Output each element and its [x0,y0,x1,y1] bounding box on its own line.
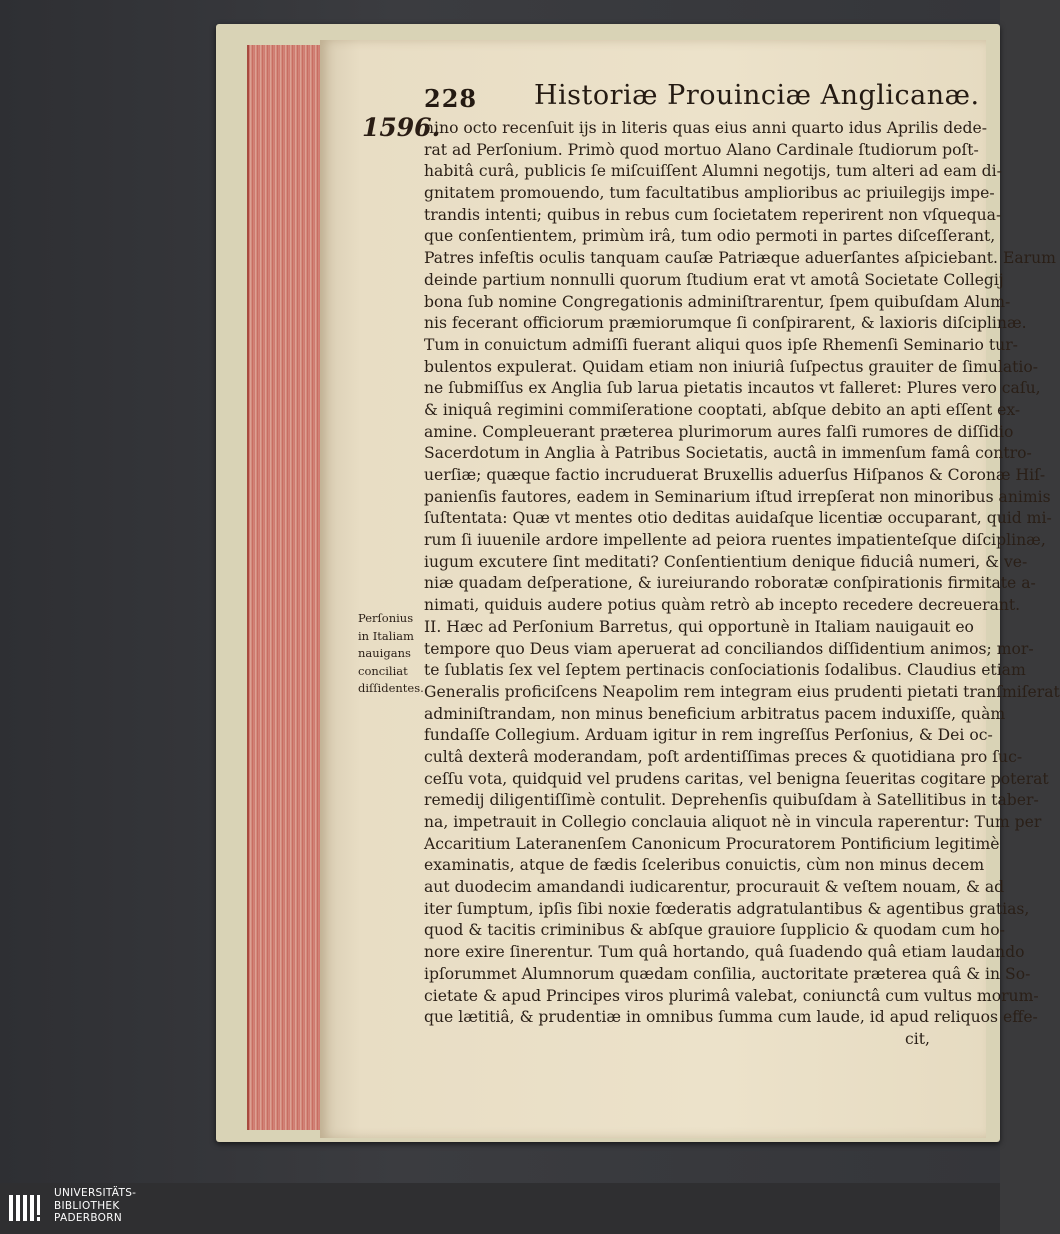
text-line: bulentos expulerat. Quidam etiam non iniuriâ ſuſpectus grauiter de ſimulatio- [424,357,1039,376]
library-logo-line: PADERBORN [54,1212,122,1224]
text-line: Sacerdotum in Anglia à Patribus Societatis, auctâ in immenſum famâ contro- [424,444,1032,463]
text-line: iugum excutere ſint meditati? Conſentientium denique fiduciâ numeri, & ve- [424,552,1028,571]
text-line: iter ſumptum, ipſis ſibi noxie fœderatis adgratulantibus & agentibus gratias, [424,899,1030,918]
text-line: cit, [905,1029,930,1048]
margin-note-line: Perſonius [358,611,414,625]
text-line: cultâ dexterâ moderandam, poſt ardentiſſimas preces & quotidiana pro ſuc- [424,747,1023,766]
text-line: te ſublatis ſex vel ſeptem pertinacis conſociationis ſodalibus. Claudius etiam [424,661,1026,680]
text-line: adminiſtrandam, non minus beneficium arbitratus pacem induxiſſe, quàm [424,704,1006,723]
text-line: na, impetrauit in Collegio conclauia aliquot nè in vincula raperentur: Tum per [424,813,1042,831]
text-line: Generalis proficiſcens Neapolim rem integram eius prudenti pietati tranſmiſerat [424,682,1060,701]
text-line: quod & tacitis criminibus & abſque grauiore ſupplicio & quodam cum ho- [424,921,1005,940]
text-line: deinde partium nonnulli quorum ſtudium erat vt amotâ Societate Collegij [424,270,1004,289]
text-line: trandis intenti; quibus in rebus cum ſocietatem reperirent non vſquequa- [424,205,1002,224]
library-logo-line: UNIVERSITÄTS- [54,1187,137,1199]
text-line: Tum in conuictum admiſſi fuerant aliqui quos ipſe Rhemenſi Seminario tur- [424,335,1018,354]
library-logo-icon [8,1189,46,1227]
text-line: examinatis, atque de fædis ſceleribus conuictis, cùm non minus decem [424,856,985,875]
margin-note-line: conciliat [358,663,408,678]
text-line: niæ quadam deſperatione, & iureiurando roboratæ conſpirationis firmitate a- [424,574,1036,593]
text-line: ne ſubmiſſus ex Anglia ſub larua pietatis incautos vt falleret: Plures vero caſu, [424,379,1041,398]
margin-note-line: diſſidentes. [358,681,424,695]
running-head: Historiæ Prouinciæ Anglicanæ. [534,80,980,111]
text-line: aut duodecim amandandi iudicarentur, procurauit & veſtem nouam, & ad [424,878,1005,897]
text-line: cietate & apud Principes viros plurimâ valebat, coniunctâ cum vultus morum- [424,986,1039,1005]
text-line: & iniquâ regimini commiſeratione cooptati, abſque debito an apti eſſent ex- [424,400,1021,419]
text-line: nore exire ſinerentur. Tum quâ hortando, quâ ſuadendo quâ etiam laudando [424,943,1025,962]
text-line: remedij diligentiſſimè contulit. Deprehenſis quibuſdam à Satellitibus in taber- [424,791,1039,810]
text-line: rum ſi iuuenile ardore impellente ad peiora ruentes impatienteſque diſciplinæ, [424,531,1046,550]
page-edges [247,45,323,1130]
text-line: nimati, quiduis audere potius quàm retrò ab incepto recedere decreuerant. [424,596,1021,615]
library-logo-line: BIBLIOTHEK [54,1199,120,1212]
text-line: tempore quo Deus viam aperuerat ad conciliandos diſſidentium animos; mor- [424,639,1034,658]
text-line: ipſorummet Alumnorum quædam conſilia, auctoritate præterea quâ & in So- [424,964,1031,983]
text-line: Patres infeſtis oculis tanquam cauſæ Patriæque aduerſantes aſpiciebant. Earum [424,249,1056,268]
text-line: fundaſſe Collegium. Arduam igitur in rem ingreſſus Perſonius, & Dei oc- [424,726,993,745]
text-line: nino octo recenſuit ijs in literis quas eius anni quarto idus Aprilis dede- [424,119,987,137]
margin-note-line: nauigans [358,646,411,660]
text-line: gnitatem promouendo, tum facultatibus amplioribus ac priuilegijs impe- [424,184,995,203]
text-line: ceſſu vota, quidquid vel prudens caritas, vel benigna ſeueritas cogitare poterat [424,769,1049,788]
text-line: bona ſub nomine Congregationis adminiſtrarentur, ſpem quibuſdam Alum- [424,292,1011,311]
text-line: rat ad Perſonium. Primò quod mortuo Alano Cardinale ſtudiorum poſt- [424,140,979,159]
margin-note-line: in Italiam [358,628,414,643]
page-number: 228 [424,84,478,113]
body-text [424,118,1060,1051]
margin-note [358,610,424,698]
text-line: Accaritium Lateranenſem Canonicum Procuratorem Pontificium legitimè [424,834,1000,853]
text-line: uerſiæ; quæque factio incruduerat Bruxellis aduerſus Hiſpanos & Coronæ Hiſ- [424,466,1046,484]
text-line: ſuſtentata: Quæ vt mentes otio deditas auidaſque licentiæ occuparant, quid mi- [424,509,1052,528]
text-line: habitâ curâ, publicis ſe miſcuiſſent Alumni negotijs, tum alteri ad eam di- [424,162,1002,181]
text-line: que lætitiâ, & prudentiæ in omnibus ſumma cum laude, id apud reliquos effe- [424,1008,1038,1027]
text-line: que conſentientem, primùm irâ, tum odio permoti in partes diſceſſerant, [424,227,996,246]
footer-bar [0,1183,1000,1234]
text-line: nis fecerant officiorum præmiorumque ſi conſpirarent, & laxioris diſciplinæ. [424,314,1027,333]
text-line: II. Hæc ad Perſonium Barretus, qui opportunè in Italiam nauigauit eo [424,617,974,636]
margin-year: 1596. [362,113,441,142]
text-line: amine. Compleuerant præterea plurimorum aures falſi rumores de diſſidio [424,422,1014,441]
text-line: panienſis fautores, eadem in Seminarium iſtud irrepſerat non minoribus animis [424,487,1051,506]
library-logo-text [54,1187,136,1225]
